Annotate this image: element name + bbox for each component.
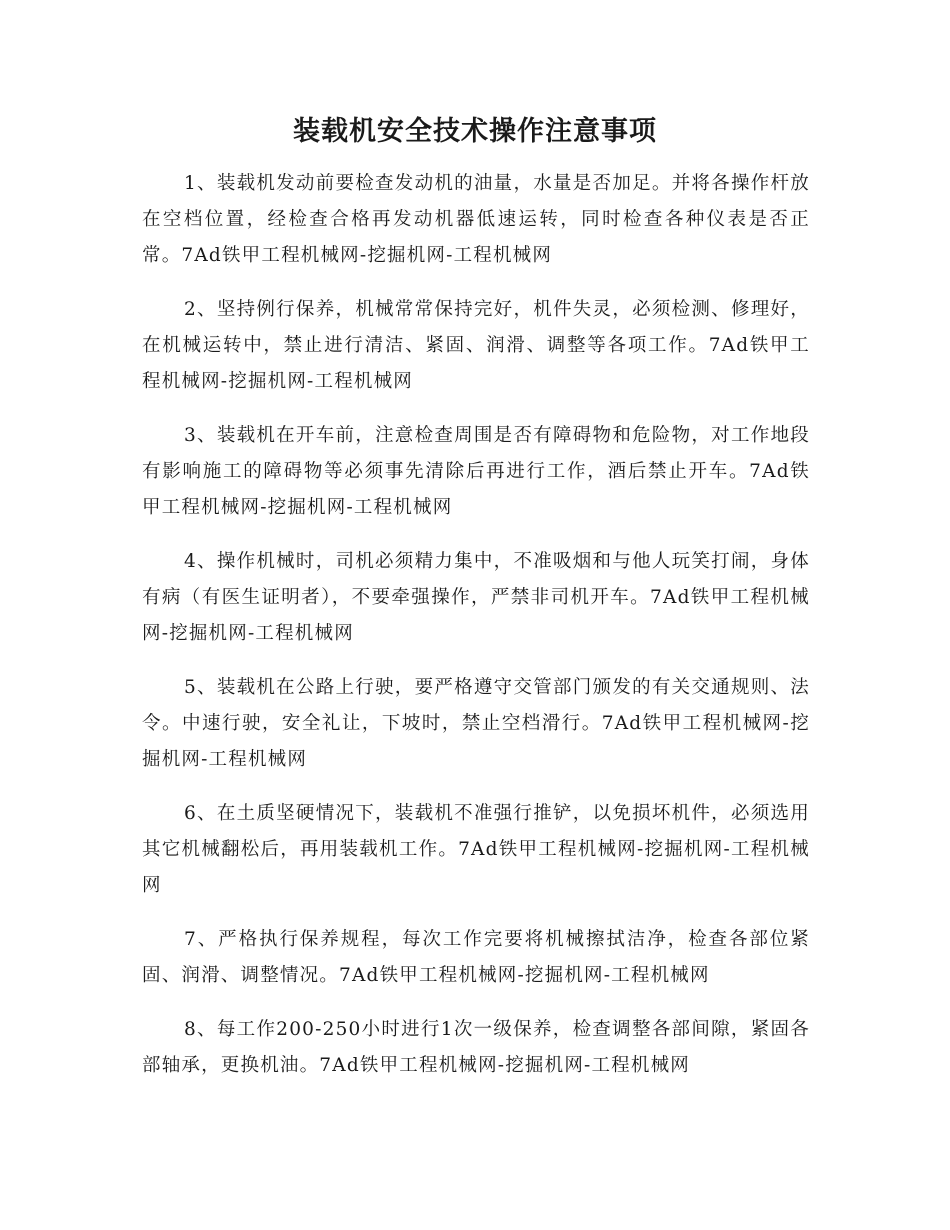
document-title: 装载机安全技术操作注意事项 [293, 116, 657, 147]
paragraph-7: 7、严格执行保养规程，每次工作完要将机械擦拭洁净，检查各部位紧固、润滑、调整情况。7Ad铁甲工程机械网-挖掘机网-工程机械网 [142, 929, 810, 986]
document-body [142, 166, 810, 1102]
paragraph-5: 5、装载机在公路上行驶，要严格遵守交管部门颁发的有关交通规则、法令。中速行驶，安全礼让，下坡时，禁止空档滑行。7Ad铁甲工程机械网-挖掘机网-工程机械网 [142, 677, 810, 770]
paragraph-4: 4、操作机械时，司机必须精力集中，不准吸烟和与他人玩笑打闹，身体有病（有医生证明者），不要牵强操作，严禁非司机开车。7Ad铁甲工程机械网-挖掘机网-工程机械网 [142, 551, 810, 644]
paragraph-8: 8、每工作200-250小时进行1次一级保养，检查调整各部间隙，紧固各部轴承，更换机油。7Ad铁甲工程机械网-挖掘机网-工程机械网 [142, 1019, 810, 1076]
paragraph-3: 3、装载机在开车前，注意检查周围是否有障碍物和危险物，对工作地段有影响施工的障碍物等必须事先清除后再进行工作，酒后禁止开车。7Ad铁甲工程机械网-挖掘机网-工程机械网 [142, 425, 810, 518]
paragraph-1: 1、装载机发动前要检查发动机的油量，水量是否加足。并将各操作杆放在空档位置，经检查合格再发动机器低速运转，同时检查各种仪表是否正常。7Ad铁甲工程机械网-挖掘机网-工程机械网 [142, 173, 810, 266]
paragraph-6: 6、在土质坚硬情况下，装载机不准强行推铲，以免损坏机件，必须选用其它机械翻松后，再用装载机工作。7Ad铁甲工程机械网-挖掘机网-工程机械网 [142, 803, 810, 896]
paragraph-2: 2、坚持例行保养，机械常常保持完好，机件失灵，必须检测、修理好，在机械运转中，禁止进行清洁、紧固、润滑、调整等各项工作。7Ad铁甲工程机械网-挖掘机网-工程机械网 [142, 299, 810, 392]
